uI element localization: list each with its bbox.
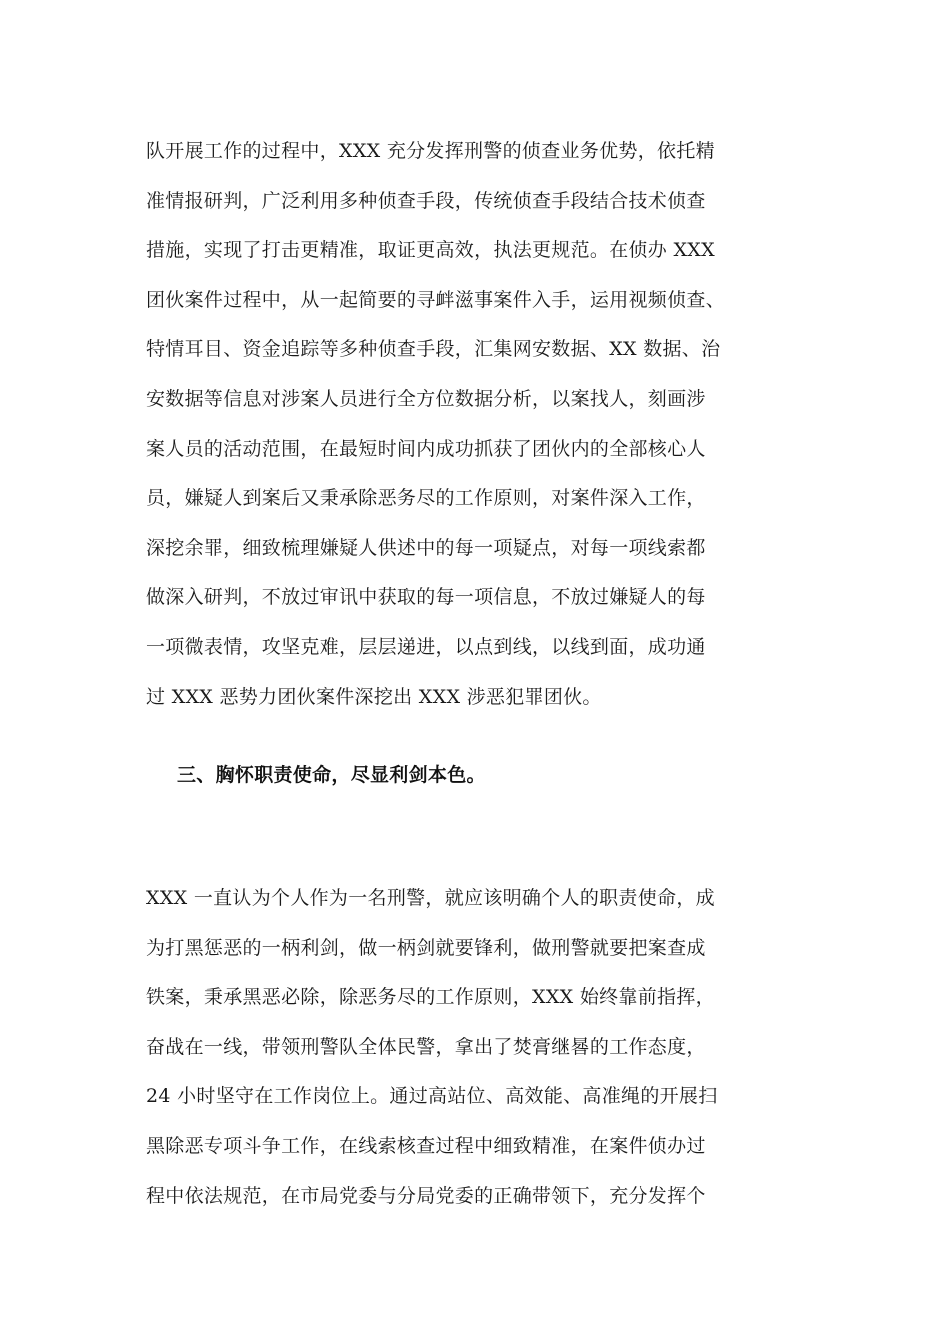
text-line: 做深入研判，不放过审讯中获取的每一项信息，不放过嫌疑人的每 [146, 586, 706, 609]
text-line: 案人员的活动范围，在最短时间内成功抓获了团伙内的全部核心人 [146, 437, 706, 460]
body-paragraph-2 [146, 874, 836, 1221]
text-line: 特情耳目、资金追踪等多种侦查手段，汇集网安数据、XX 数据、治 [146, 338, 721, 361]
text-line: 一项微表情，攻坚克难，层层递进，以点到线，以线到面，成功通 [146, 635, 706, 658]
text-line: 黑除恶专项斗争工作，在线索核查过程中细致精准，在案件侦办过 [146, 1134, 706, 1157]
text-line: 安数据等信息对涉案人员进行全方位数据分析，以案找人，刻画涉 [146, 387, 706, 410]
text-line: 深挖余罪，细致梳理嫌疑人供述中的每一项疑点，对每一项线索都 [146, 536, 706, 559]
text-line: 过 XXX 恶势力团伙案件深挖出 XXX 涉恶犯罪团伙。 [146, 685, 602, 708]
text-line: 团伙案件过程中，从一起简要的寻衅滋事案件入手，运用视频侦查、 [146, 288, 726, 311]
text-line: 程中依法规范，在市局党委与分局党委的正确带领下，充分发挥个 [146, 1184, 706, 1207]
text-line: 准情报研判，广泛利用多种侦查手段，传统侦查手段结合技术侦查 [146, 189, 706, 212]
body-paragraph-1 [146, 127, 836, 722]
text-line: 措施，实现了打击更精准，取证更高效，执法更规范。在侦办 XXX [146, 239, 715, 262]
text-line: XXX 一直认为个人作为一名刑警，就应该明确个人的职责使命，成 [146, 887, 715, 909]
text-line: 铁案，秉承黑恶必除，除恶务尽的工作原则，XXX 始终靠前指挥， [146, 986, 715, 1009]
text-line: 员，嫌疑人到案后又秉承除恶务尽的工作原则，对案件深入工作， [146, 487, 706, 510]
text-line: 奋战在一线，带领刑警队全体民警，拿出了焚膏继晷的工作态度， [146, 1035, 706, 1058]
text-line: 为打黑惩恶的一柄利剑，做一柄剑就要锋利，做刑警就要把案查成 [146, 936, 706, 959]
text-line: 24 小时坚守在工作岗位上。通过高站位、高效能、高准绳的开展扫 [146, 1085, 718, 1108]
section-heading: 三、胸怀职责使命，尽显利剑本色。 [177, 764, 486, 786]
text-line: 队开展工作的过程中，XXX 充分发挥刑警的侦查业务优势，依托精 [146, 140, 715, 162]
